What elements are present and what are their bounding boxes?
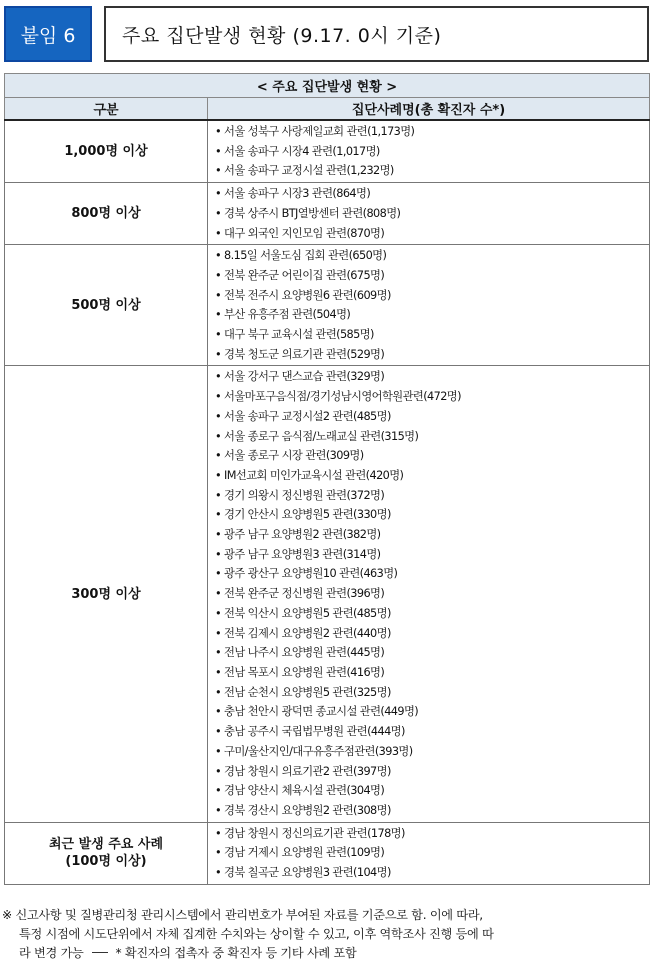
footnote-line: 특정 시점에 시도단위에서 자체 집계한 수치와는 상이할 수 있고, 이후 역학조사 진행 등에 따 (19, 927, 494, 941)
category-label: 300명 이상 (71, 586, 141, 602)
table-row (5, 245, 650, 366)
case-list-cell (208, 120, 650, 183)
footnote-line (2, 944, 647, 963)
case-item: • 서울 성북구 사랑제일교회 관련(1,173명) (215, 125, 415, 138)
attachment-badge: 붙임 6 (4, 6, 92, 62)
case-item: • 경남 양산시 체육시설 관련(304명) (215, 784, 385, 798)
case-item: • 서울마포구음식점/경기성남시영어학원관련(472명) (215, 390, 461, 404)
category-label: 최근 발생 주요 사례 (48, 837, 164, 853)
case-item: • 서울 송파구 시장3 관련(864명) (215, 187, 371, 201)
category-cell (5, 183, 208, 245)
case-item: • 전남 나주시 요양병원 관련(445명) (215, 646, 385, 660)
case-item: • 대구 외국인 지인모임 관련(870명) (215, 226, 385, 240)
case-item: • 경남 거제시 요양병원 관련(109명) (215, 846, 385, 860)
cluster-table (4, 73, 650, 885)
category-sublabel: (100명 이상) (65, 854, 147, 870)
case-list-cell (208, 183, 650, 245)
category-cell (5, 366, 208, 822)
category-label: 1,000명 이상 (64, 144, 148, 160)
category-cell (5, 120, 208, 183)
column-header-category: 구분 (5, 98, 208, 121)
case-item: • 충남 천안시 광덕면 종교시설 관련(449명) (215, 705, 419, 719)
column-header-cases: 집단사례명(총 확진자 수*) (208, 98, 650, 121)
case-item: • 서울 송파구 시장4 관련(1,017명) (215, 144, 380, 158)
table-row (5, 822, 650, 884)
case-item: • 전북 완주군 어린이집 관련(675명) (215, 268, 385, 282)
table-row (5, 120, 650, 183)
case-item: • 서울 강서구 댄스교습 관련(329명) (215, 370, 385, 384)
footnote-text: * 확진자의 접촉자 중 확진자 등 기타 사례 포함 (115, 946, 357, 960)
table-header-row (5, 98, 650, 121)
case-list-cell (208, 822, 650, 884)
category-label: 800명 이상 (71, 206, 141, 222)
case-item: • 충남 공주시 국립법무병원 관련(444명) (215, 725, 405, 739)
case-item: • 전북 전주시 요양병원6 관련(609명) (215, 288, 391, 302)
case-item: • 광주 광산구 요양병원10 관련(463명) (215, 567, 398, 581)
footnote-divider (92, 952, 108, 953)
case-item: • 경북 경산시 요양병원2 관련(308명) (215, 803, 391, 817)
category-cell (5, 822, 208, 884)
case-item: • 서울 송파구 교정시설2 관련(485명) (215, 409, 391, 423)
case-item: • 광주 남구 요양병원3 관련(314명) (215, 547, 381, 561)
case-item: • 경북 상주시 BTJ열방센터 관련(808명) (215, 206, 401, 220)
case-item: • 경북 칠곡군 요양병원3 관련(104명) (215, 866, 391, 880)
case-item: • 서울 송파구 교정시설 관련(1,232명) (215, 164, 394, 178)
category-label: 500명 이상 (71, 297, 141, 313)
case-item: • 대구 북구 교육시설 관련(585명) (215, 328, 374, 342)
table-caption: < 주요 집단발생 현황 > (5, 74, 650, 98)
case-item: • 경남 창원시 정신의료기관 관련(178명) (215, 826, 405, 840)
case-item: • 8.15일 서울도심 집회 관련(650명) (215, 249, 387, 263)
case-item: • 서울 종로구 음식점/노래교실 관련(315명) (215, 429, 419, 443)
case-list-cell (208, 366, 650, 822)
case-item: • IM선교회 미인가교육시설 관련(420명) (215, 468, 404, 482)
footnote (2, 906, 647, 963)
table-row (5, 366, 650, 822)
case-item: • 경기 의왕시 정신병원 관련(372명) (215, 488, 385, 502)
case-item: • 경기 안산시 요양병원5 관련(330명) (215, 508, 391, 522)
case-item: • 서울 종로구 시장 관련(309명) (215, 449, 364, 463)
case-list-cell (208, 245, 650, 366)
case-item: • 전남 순천시 요양병원5 관련(325명) (215, 685, 391, 699)
case-item: • 부산 유흥주점 관련(504명) (215, 308, 351, 322)
case-item: • 전북 김제시 요양병원2 관련(440명) (215, 626, 391, 640)
page-title: 주요 집단발생 현황 (9.17. 0시 기준) (104, 6, 649, 62)
case-item: • 광주 남구 요양병원2 관련(382명) (215, 528, 381, 542)
case-item: • 전북 완주군 정신병원 관련(396명) (215, 587, 385, 601)
case-item: • 전북 익산시 요양병원5 관련(485명) (215, 606, 391, 620)
case-item: • 구미/울산지인/대구유흥주점관련(393명) (215, 744, 413, 758)
footnote-line: ※ 신고사항 및 질병관리청 관리시스템에서 관리번호가 부여된 자료를 기준으로 함. 이에 따라, (2, 908, 483, 922)
case-item: • 경남 창원시 의료기관2 관련(397명) (215, 764, 391, 778)
header (4, 6, 649, 62)
case-item: • 경북 청도군 의료기관 관련(529명) (215, 347, 385, 361)
category-cell (5, 245, 208, 366)
table-caption-row (5, 74, 650, 98)
footnote-text: 라 변경 가능 (19, 946, 84, 960)
table-row (5, 183, 650, 245)
case-item: • 전남 목포시 요양병원 관련(416명) (215, 665, 385, 679)
